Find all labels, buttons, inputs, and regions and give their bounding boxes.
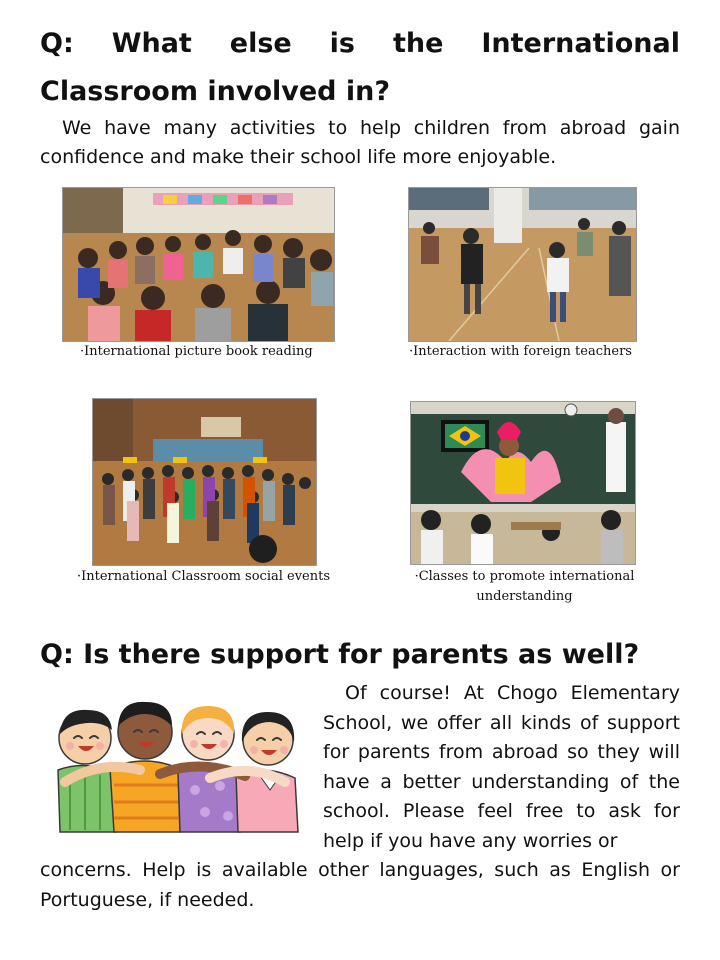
caption-social-events: ·International Classroom social events [77, 569, 331, 584]
children-arm-in-arm-illustration [40, 690, 305, 838]
photo-foreign-teachers [408, 187, 637, 342]
section-title-international-classroom: Q: What else is the International Classroom involved in? [40, 28, 680, 107]
photo-picture-book-reading [62, 187, 335, 342]
caption-foreign-teachers: ·Interaction with foreign teachers [409, 344, 632, 359]
photo-social-events [92, 398, 317, 566]
section-title-parent-support: Q: Is there support for parents as well? [40, 639, 640, 670]
caption-picture-book-reading: ·International picture book reading [80, 344, 313, 359]
caption-international-classes: ·Classes to promote international understanding [414, 569, 635, 604]
support-paragraph-bottom: concerns. Help is available other languages, such as English or Portuguese, if needed. [40, 859, 680, 911]
intro-paragraph: We have many activities to help children from abroad gain confidence and make their school life more enjoyable. [40, 117, 680, 168]
support-paragraph-top: Of course! At Chogo Elementary School, we offer all kinds of support for parents from abroad so they will have a better understanding of the school. Please feel free to ask for help if you have any worries or [323, 682, 680, 852]
photo-international-classes [410, 401, 636, 565]
